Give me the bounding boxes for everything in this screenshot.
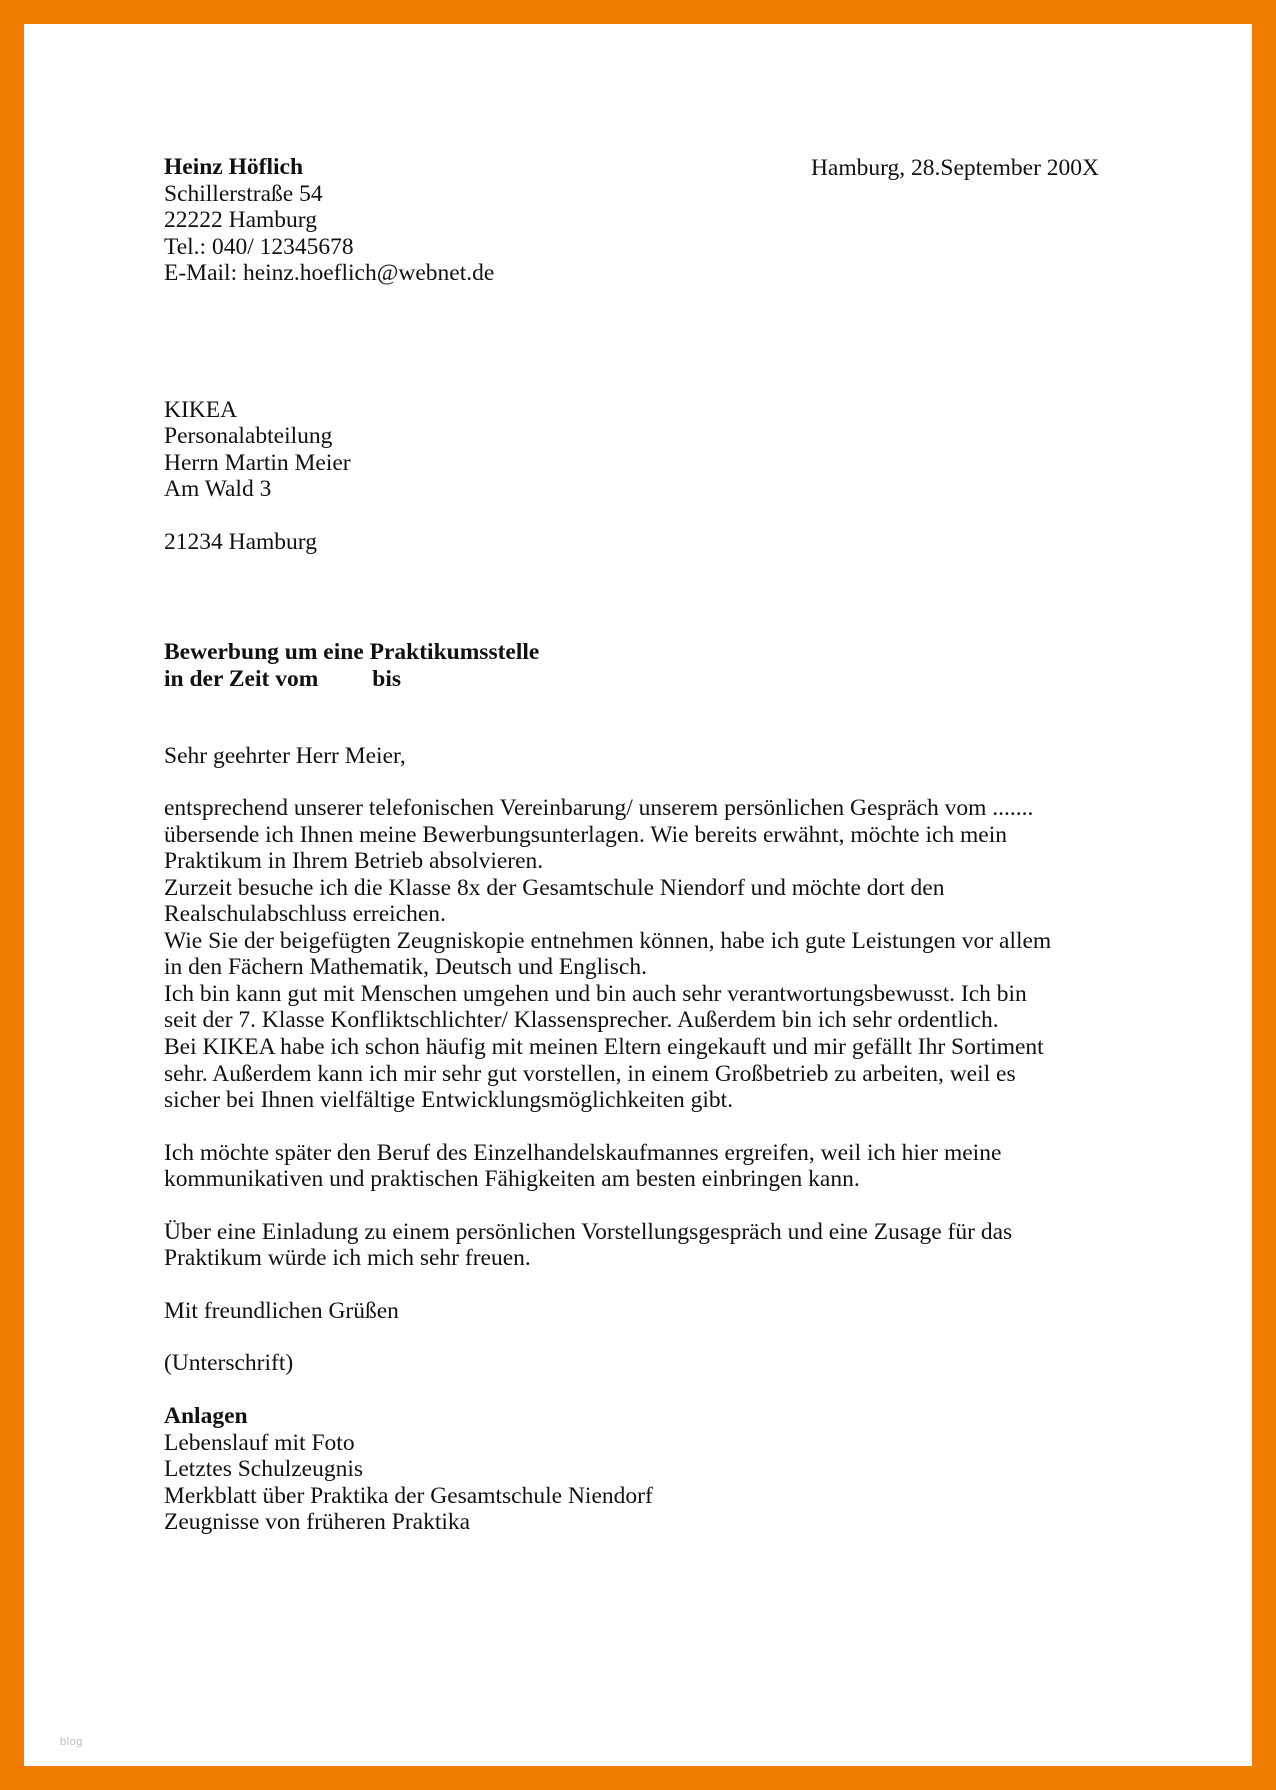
body-line: Über eine Einladung zu einem persönlichen Vorstellungsgespräch und eine Zusage für das — [164, 1218, 1013, 1245]
body-line: Praktikum in Ihrem Betrieb absolvieren. — [164, 848, 544, 875]
subject-line-2 — [164, 666, 1109, 693]
subject-line-2-suffix: bis — [372, 666, 402, 693]
recipient-department: Personalabteilung — [164, 423, 333, 450]
spacer — [164, 1114, 1109, 1140]
body-line: Zurzeit besuche ich die Klasse 8x der Gesamtschule Niendorf und möchte dort den — [164, 874, 945, 901]
attachments-title: Anlagen — [164, 1402, 248, 1429]
body-line: sicher bei Ihnen vielfältige Entwicklungsmöglichkeiten gibt. — [164, 1087, 734, 1114]
recipient-street: Am Wald 3 — [164, 476, 272, 503]
body-line: Praktikum würde ich mich sehr freuen. — [164, 1245, 531, 1272]
recipient-company: KIKEA — [164, 396, 238, 423]
body-paragraph-2 — [164, 1140, 1109, 1193]
recipient-address-block — [164, 397, 1109, 556]
body-line: in den Fächern Mathematik, Deutsch und Englisch. — [164, 954, 647, 981]
attachment-item: Lebenslauf mit Foto — [164, 1429, 355, 1456]
subject-line-2-prefix: in der Zeit vom — [164, 666, 319, 693]
sender-address-block — [164, 154, 724, 287]
spacer — [164, 1324, 1109, 1350]
watermark-text: blog — [60, 1736, 83, 1748]
spacer — [164, 1272, 1109, 1298]
spacer — [164, 693, 1109, 743]
letterhead — [164, 154, 1109, 287]
body-line: Ich bin kann gut mit Menschen umgehen und bin auch sehr verantwortungsbewusst. Ich bin — [164, 980, 1027, 1007]
closing-greeting: Mit freundlichen Grüßen — [164, 1297, 399, 1324]
spacer — [164, 769, 1109, 795]
body-line: seit der 7. Klasse Konfliktschlichter/ Klassensprecher. Außerdem bin ich sehr ordentlich. — [164, 1007, 999, 1034]
sender-email: E-Mail: heinz.hoeflich@webnet.de — [164, 260, 495, 287]
body-line: Wie Sie der beigefügten Zeugniskopie entnehmen können, habe ich gute Leistungen vor allem — [164, 927, 1052, 954]
body-line: kommunikativen und praktischen Fähigkeiten am besten einbringen kann. — [164, 1166, 860, 1193]
attachment-item: Zeugnisse von früheren Praktika — [164, 1509, 471, 1536]
body-line: Ich möchte später den Beruf des Einzelhandelskaufmannes ergreifen, weil ich hier meine — [164, 1139, 1002, 1166]
spacer — [164, 287, 1109, 397]
attachments-block — [164, 1403, 1109, 1536]
recipient-city: 21234 Hamburg — [164, 528, 317, 555]
body-line: sehr. Außerdem kann ich mir sehr gut vorstellen, in einem Großbetrieb zu arbeiten, weil es — [164, 1060, 1016, 1087]
spacer — [164, 1377, 1109, 1403]
letter-date: Hamburg, 28.September 200X — [810, 155, 1099, 181]
attachment-item: Merkblatt über Praktika der Gesamtschule Niendorf — [164, 1482, 653, 1509]
sender-city: 22222 Hamburg — [164, 207, 317, 234]
signature-placeholder: (Unterschrift) — [164, 1350, 294, 1377]
spacer — [164, 1193, 1109, 1219]
letter-subject — [164, 639, 1109, 692]
body-line: Bei KIKEA habe ich schon häufig mit meinen Eltern eingekauft und mir gefällt Ihr Sortiment — [164, 1034, 1044, 1061]
body-line: übersende ich Ihnen meine Bewerbungsunterlagen. Wie bereits erwähnt, möchte ich mein — [164, 821, 1008, 848]
body-paragraph-1 — [164, 795, 1109, 1114]
attachment-item: Letztes Schulzeugnis — [164, 1456, 364, 1483]
page-sheet — [24, 24, 1252, 1766]
body-line: Realschulabschluss erreichen. — [164, 901, 446, 928]
spacer — [164, 555, 1109, 639]
sender-phone: Tel.: 040/ 12345678 — [164, 233, 354, 260]
body-paragraph-3 — [164, 1219, 1109, 1272]
subject-line-1: Bewerbung um eine Praktikumsstelle — [164, 639, 540, 666]
letter-content — [164, 154, 1109, 1536]
recipient-person: Herrn Martin Meier — [164, 449, 351, 476]
salutation: Sehr geehrter Herr Meier, — [164, 742, 406, 769]
sender-name: Heinz Höflich — [164, 154, 304, 180]
sender-street: Schillerstraße 54 — [164, 180, 323, 207]
body-line: entsprechend unserer telefonischen Vereinbarung/ unserem persönlichen Gespräch vom ....... — [164, 795, 1034, 822]
